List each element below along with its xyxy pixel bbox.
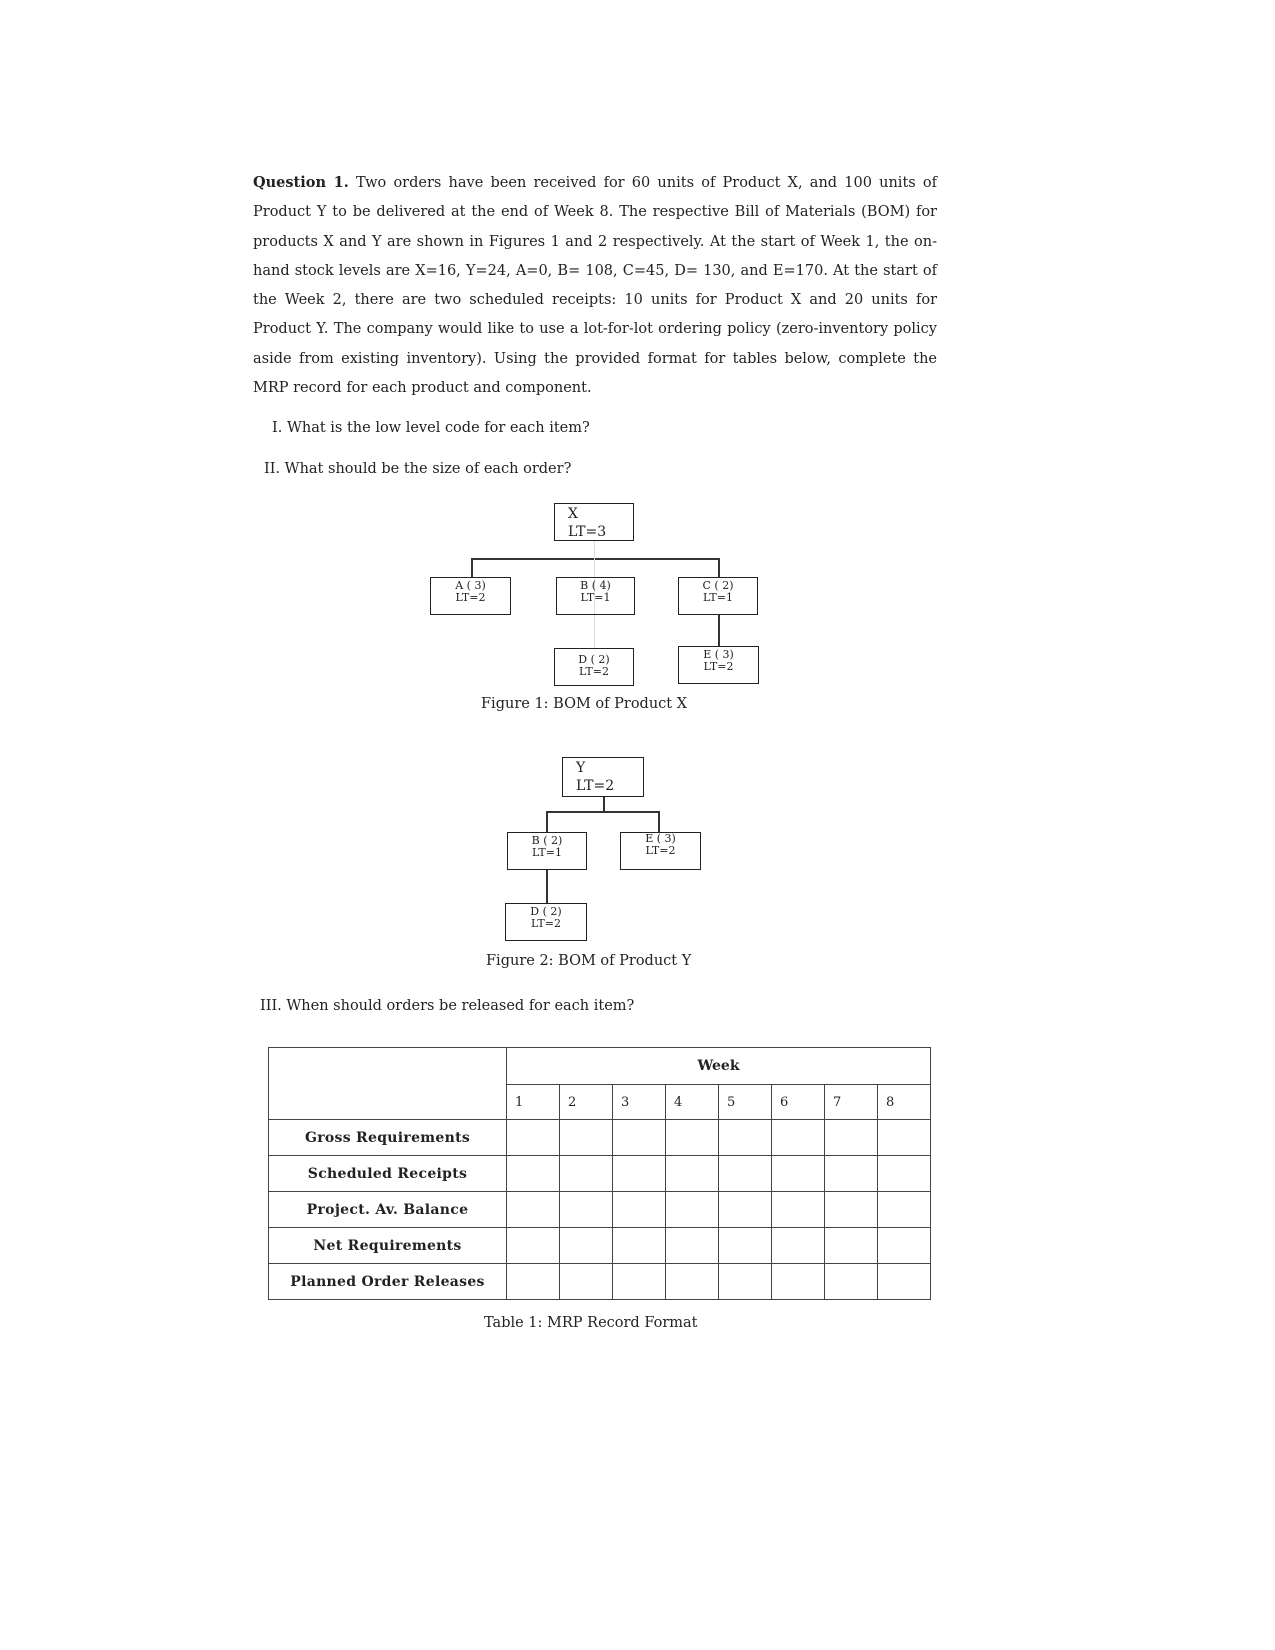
node-name: C ( 2) [702, 579, 734, 592]
table-cell[interactable] [719, 1192, 772, 1228]
table-cell[interactable] [878, 1264, 931, 1300]
bom-node-c [678, 577, 758, 615]
table-cell[interactable] [825, 1156, 878, 1192]
sub-question-2: II. What should be the size of each order? [264, 461, 572, 477]
week-number: 3 [613, 1085, 666, 1120]
question-text: Two orders have been received for 60 units of Product X, and 100 units of Product Y to be delivered at the end of Week 8. The respective Bill of Materials (BOM) for products X and Y are shown in Figures 1 and 2 respectively. At the start of Week 1, the on-hand stock levels are X=16, Y=24, A=0, B= 108, C=45, D= 130, and E=170. At the start of the Week 2, there are two scheduled receipts: 10 units for Product X and 20 units for Product Y. The company would like to use a lot-for-lot ordering policy (zero-inventory policy aside from existing inventory). Using the provided format for tables below, complete the MRP record for each product and component. [253, 175, 938, 397]
week-number: 7 [825, 1085, 878, 1120]
bom-node-e [620, 832, 701, 870]
table-cell[interactable] [825, 1120, 878, 1156]
sub-question-3: III. When should orders be released for each item? [260, 998, 635, 1014]
table-cell[interactable] [825, 1228, 878, 1264]
table-cell[interactable] [878, 1192, 931, 1228]
table-row [269, 1264, 931, 1300]
node-name: E ( 3) [645, 832, 676, 845]
table-cell[interactable] [772, 1156, 825, 1192]
table-cell[interactable] [560, 1120, 613, 1156]
table-cell[interactable] [772, 1120, 825, 1156]
row-label: Gross Requirements [269, 1120, 507, 1156]
table-cell[interactable] [719, 1264, 772, 1300]
connector [658, 811, 660, 833]
node-lt: LT=2 [576, 778, 615, 794]
bom-node-y [562, 757, 644, 797]
node-name: Y [576, 760, 586, 776]
table-cell[interactable] [560, 1264, 613, 1300]
table-cell[interactable] [560, 1228, 613, 1264]
table-cell[interactable] [666, 1192, 719, 1228]
connector [546, 870, 548, 904]
row-label: Net Requirements [269, 1228, 507, 1264]
week-number: 8 [878, 1085, 931, 1120]
question-label: Question 1. [253, 174, 349, 191]
table-cell[interactable] [719, 1228, 772, 1264]
table-cell[interactable] [666, 1120, 719, 1156]
table-cell[interactable] [613, 1120, 666, 1156]
table-row [269, 1228, 931, 1264]
table-cell[interactable] [507, 1192, 560, 1228]
table-cell[interactable] [613, 1192, 666, 1228]
table-cell[interactable] [878, 1156, 931, 1192]
week-number: 4 [666, 1085, 719, 1120]
week-number: 1 [507, 1085, 560, 1120]
row-label: Scheduled Receipts [269, 1156, 507, 1192]
node-name: D ( 2) [578, 653, 610, 666]
table-cell[interactable] [719, 1156, 772, 1192]
node-lt: LT=2 [703, 660, 734, 673]
table-cell[interactable] [560, 1192, 613, 1228]
node-lt: LT=2 [579, 665, 609, 678]
week-number: 6 [772, 1085, 825, 1120]
connector [471, 558, 473, 578]
node-name: A ( 3) [455, 579, 486, 592]
figure1-caption: Figure 1: BOM of Product X [481, 696, 688, 712]
table-caption: Table 1: MRP Record Format [484, 1315, 698, 1331]
node-lt: LT=1 [580, 591, 611, 604]
connector [718, 615, 720, 647]
table-row [269, 1120, 931, 1156]
node-lt: LT=1 [532, 846, 562, 859]
node-name: B ( 4) [580, 579, 611, 592]
bom-node-e [678, 646, 759, 684]
node-name: B ( 2) [531, 834, 563, 847]
table-cell[interactable] [613, 1156, 666, 1192]
bom-node-b [507, 832, 587, 870]
connector [546, 811, 548, 833]
table-corner [269, 1048, 507, 1120]
table-cell[interactable] [507, 1264, 560, 1300]
table-cell[interactable] [613, 1264, 666, 1300]
row-label: Planned Order Releases [269, 1264, 507, 1300]
table-cell[interactable] [666, 1264, 719, 1300]
node-lt: LT=2 [645, 844, 676, 857]
bom-node-x [554, 503, 634, 541]
table-cell[interactable] [666, 1156, 719, 1192]
connector [603, 797, 605, 811]
node-lt: LT=1 [703, 591, 733, 604]
figure2-caption: Figure 2: BOM of Product Y [486, 953, 692, 969]
connector [718, 558, 720, 578]
node-lt: LT=2 [455, 591, 486, 604]
node-lt: LT=2 [531, 917, 561, 930]
mrp-record-table [268, 1047, 931, 1300]
table-cell[interactable] [719, 1120, 772, 1156]
node-name: D ( 2) [530, 905, 562, 918]
bom-node-d [505, 903, 587, 941]
week-header: Week [507, 1048, 931, 1085]
node-lt: LT=3 [568, 524, 607, 540]
table-cell[interactable] [772, 1192, 825, 1228]
row-label: Project. Av. Balance [269, 1192, 507, 1228]
bom-node-d [554, 648, 634, 686]
table-cell[interactable] [772, 1228, 825, 1264]
week-number: 2 [560, 1085, 613, 1120]
table-cell[interactable] [507, 1228, 560, 1264]
table-cell[interactable] [666, 1228, 719, 1264]
bom-node-a [430, 577, 511, 615]
sub-question-1: I. What is the low level code for each item? [272, 420, 590, 436]
table-cell[interactable] [772, 1264, 825, 1300]
week-number: 5 [719, 1085, 772, 1120]
table-row [269, 1192, 931, 1228]
table-cell[interactable] [507, 1120, 560, 1156]
table-cell[interactable] [825, 1264, 878, 1300]
table-cell[interactable] [613, 1228, 666, 1264]
table-cell[interactable] [507, 1156, 560, 1192]
question-paragraph [253, 168, 937, 403]
table-cell[interactable] [560, 1156, 613, 1192]
connector [546, 811, 660, 813]
node-name: X [568, 506, 578, 522]
bom-node-b [556, 577, 635, 615]
node-name: E ( 3) [703, 648, 734, 661]
table-cell[interactable] [825, 1192, 878, 1228]
table-cell[interactable] [878, 1228, 931, 1264]
table-cell[interactable] [878, 1120, 931, 1156]
connector [471, 558, 719, 560]
table-row [269, 1156, 931, 1192]
